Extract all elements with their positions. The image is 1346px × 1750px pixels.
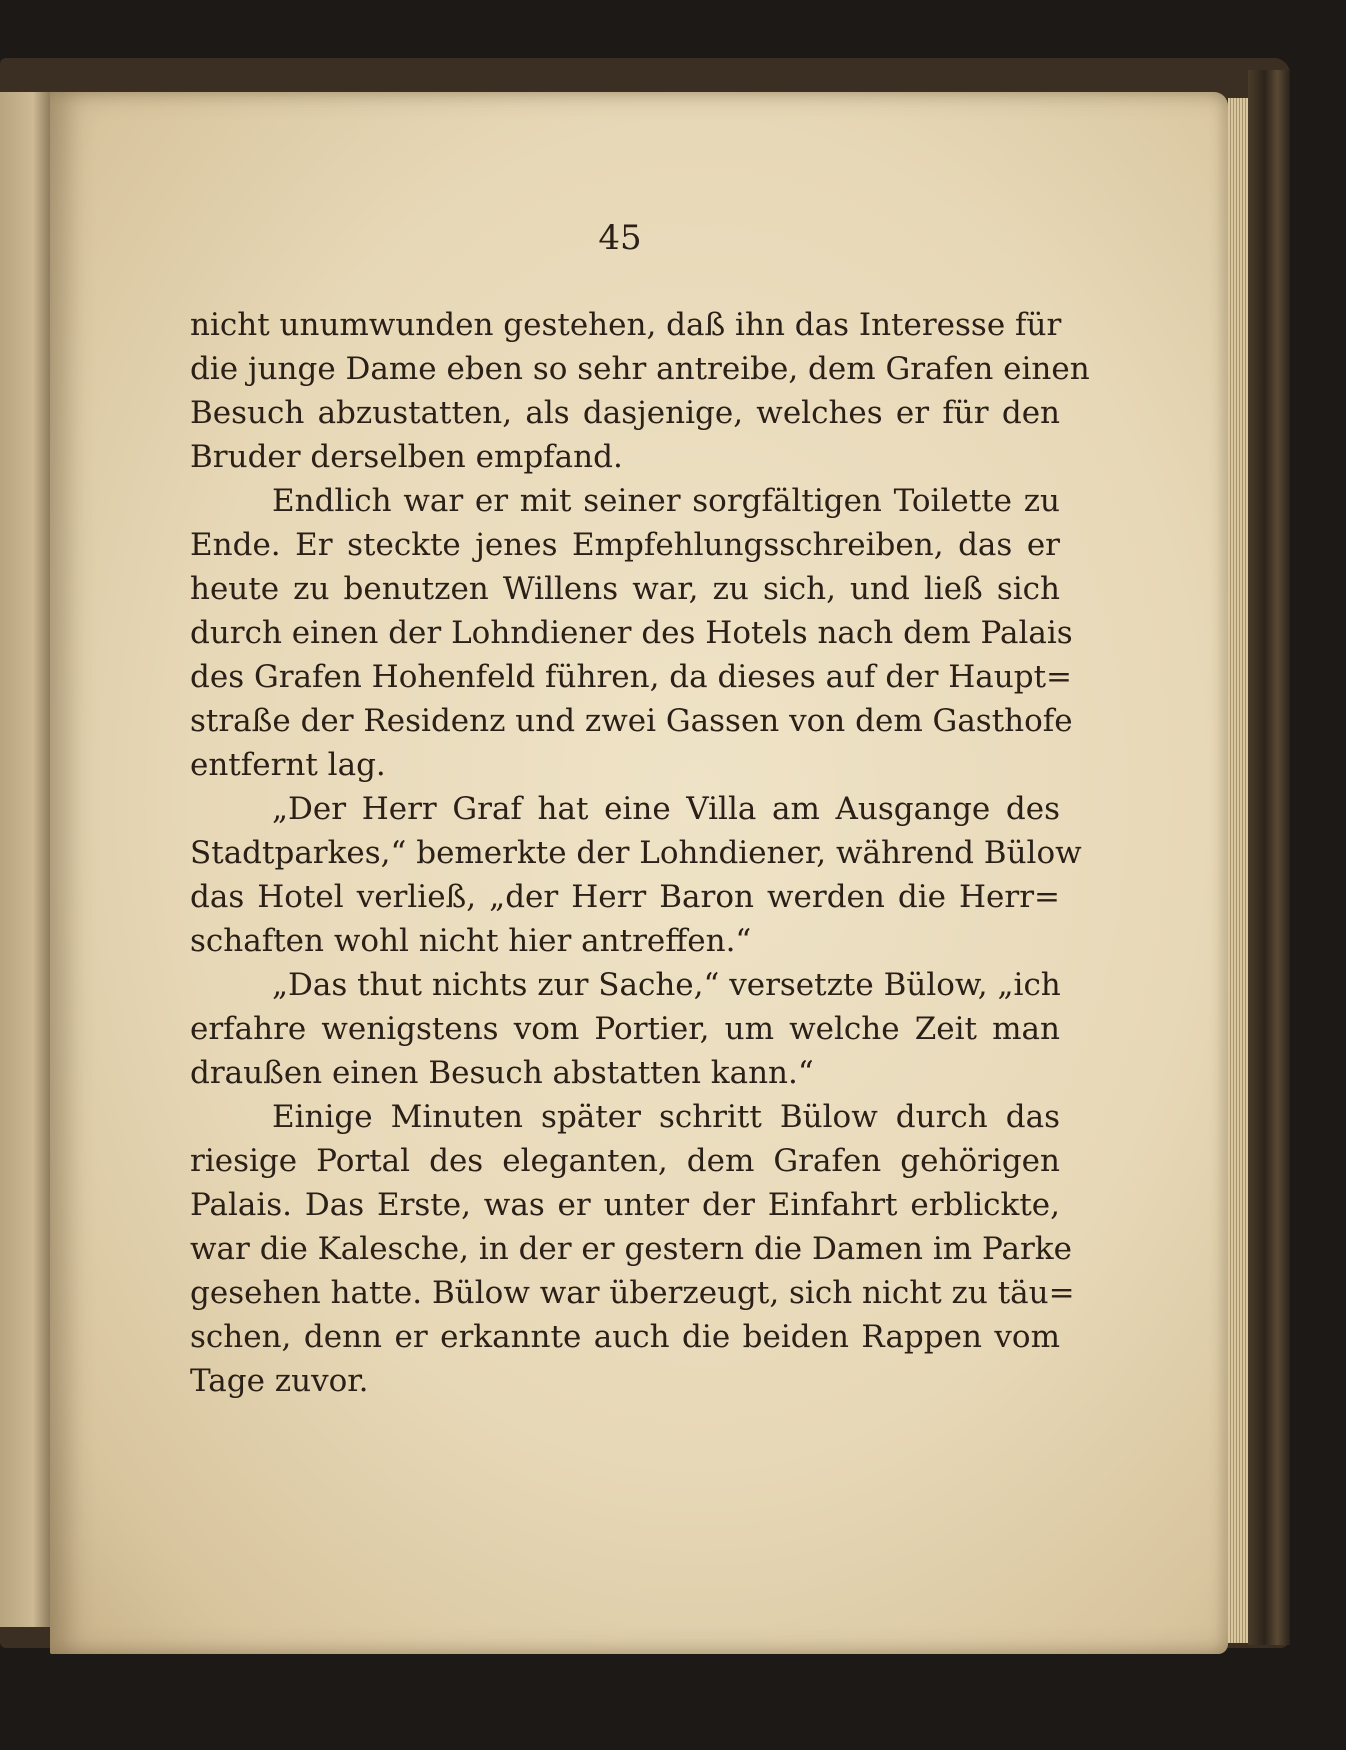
text-line: die junge Dame eben so sehr antreibe, dem Grafen einen [190, 351, 1090, 387]
text-line: das Hotel verließ, „der Herr Baron werden die Herr= [190, 879, 1060, 915]
text-line: Palais. Das Erste, was er unter der Einfahrt erblickte, [190, 1187, 1060, 1223]
text-line: straße der Residenz und zwei Gassen von dem Gasthofe [190, 703, 1073, 739]
text-line: durch einen der Lohndiener des Hotels nach dem Palais [190, 615, 1073, 651]
left-page-edge [0, 92, 55, 1627]
text-line: gesehen hatte. Bülow war überzeugt, sich nicht zu täu= [190, 1275, 1075, 1311]
text-line: schaften wohl nicht hier antreffen.“ [190, 923, 752, 959]
text-line: Besuch abzustatten, als dasjenige, welches er für den [190, 395, 1060, 431]
text-line: schen, denn er erkannte auch die beiden Rappen vom [190, 1319, 1060, 1355]
text-line: entfernt lag. [190, 747, 386, 783]
text-line: war die Kalesche, in der er gestern die Damen im Parke [190, 1231, 1072, 1267]
text-line: des Grafen Hohenfeld führen, da dieses auf der Haupt= [190, 659, 1073, 695]
text-line: „Der Herr Graf hat eine Villa am Ausgange des [272, 791, 1060, 827]
text-line: Einige Minuten später schritt Bülow durch das [272, 1099, 1060, 1135]
text-line: Stadtparkes,“ bemerkte der Lohndiener, während Bülow [190, 835, 1082, 871]
text-line: draußen einen Besuch abstatten kann.“ [190, 1055, 814, 1091]
text-line: riesige Portal des eleganten, dem Grafen gehörigen [190, 1143, 1060, 1179]
text-line: Ende. Er steckte jenes Empfehlungsschreiben, das er [190, 527, 1060, 563]
text-line: Endlich war er mit seiner sorgfältigen Toilette zu [272, 483, 1060, 519]
book-binding [1248, 70, 1290, 1645]
page-number: 45 [598, 218, 642, 258]
text-line: „Das thut nichts zur Sache,“ versetzte Bülow, „ich [272, 967, 1061, 1003]
text-line: Tage zuvor. [190, 1363, 369, 1399]
page-text [190, 303, 1090, 1403]
page-edges [1228, 98, 1248, 1643]
text-line: erfahre wenigstens vom Portier, um welche Zeit man [190, 1011, 1060, 1047]
text-line: nicht unumwunden gestehen, daß ihn das Interesse für [190, 307, 1062, 343]
text-line: Bruder derselben empfand. [190, 439, 623, 475]
text-line: heute zu benutzen Willens war, zu sich, und ließ sich [190, 571, 1060, 607]
